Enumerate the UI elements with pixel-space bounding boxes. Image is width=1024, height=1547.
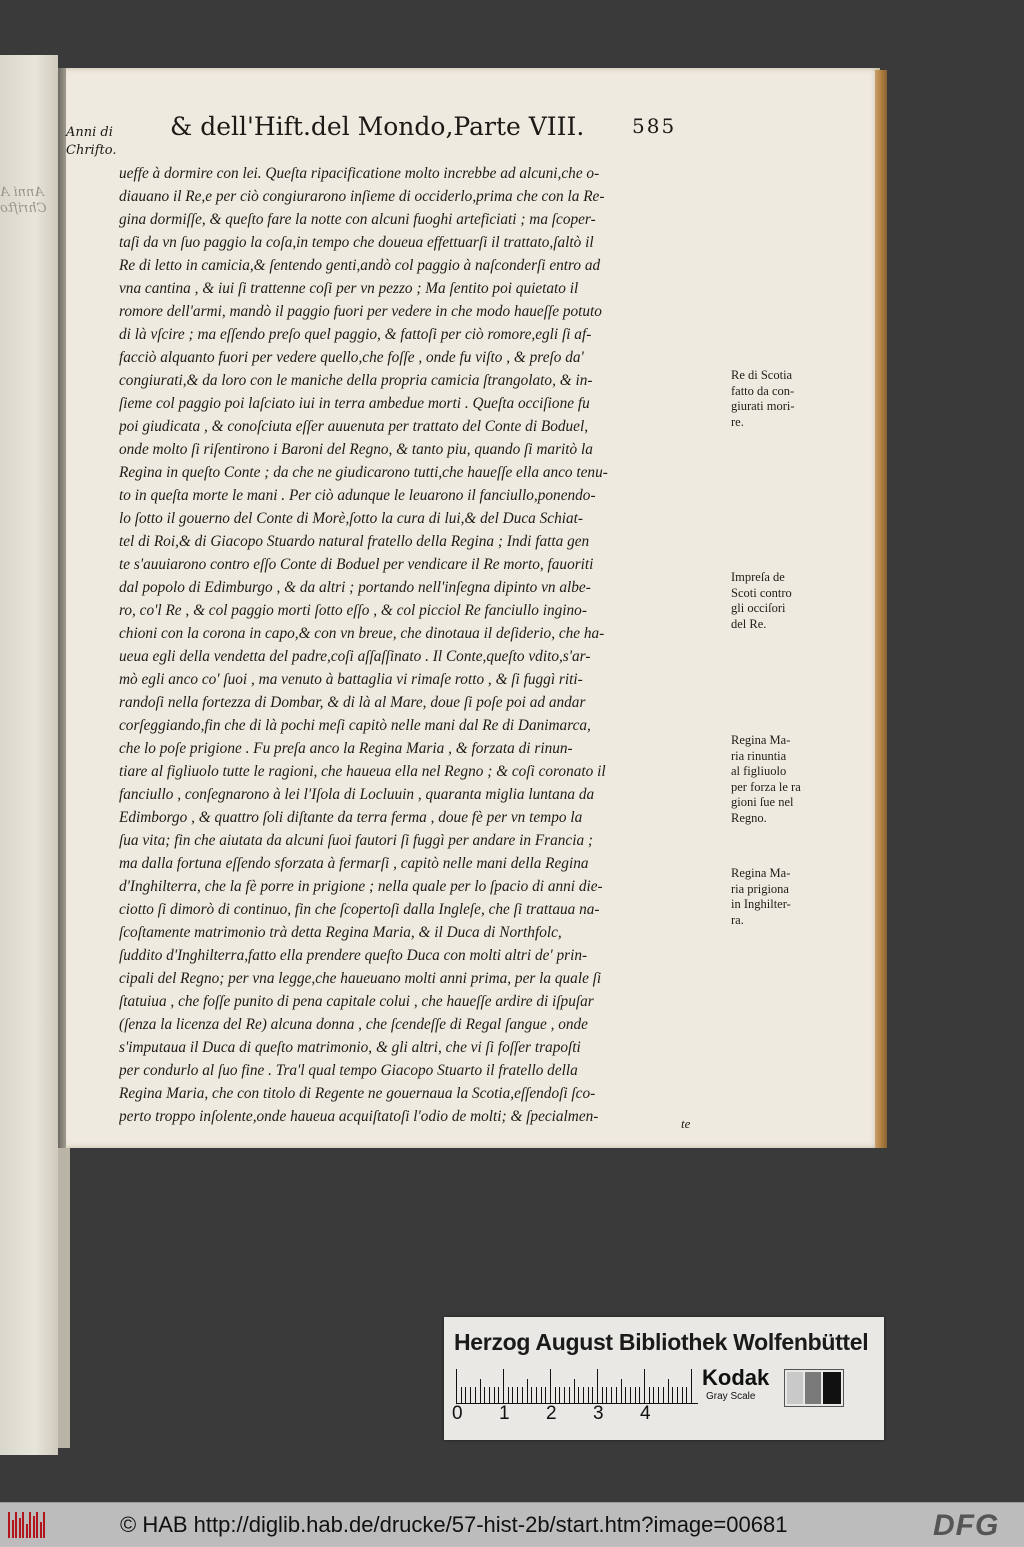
gray-patches xyxy=(784,1369,844,1407)
body-text-line: che lo poſe prigione . Fu preſa anco la Regina Maria , & forzata di rinun- xyxy=(119,740,573,757)
margin-note-line: Re di Scotia xyxy=(731,368,793,382)
margin-note-line: Regno. xyxy=(731,810,767,825)
ruler-scale xyxy=(456,1367,698,1404)
ruler-tick xyxy=(677,1387,678,1403)
ruler-tick xyxy=(668,1379,669,1403)
ruler-tick xyxy=(649,1387,650,1403)
corner-note-anni-di-christo xyxy=(66,124,126,160)
body-text-line: diauano il Re,e per ciò congiurarono inſieme di occiderlo,prima che con la Re- xyxy=(119,188,605,205)
barcode-bar xyxy=(22,1512,24,1538)
barcode-bar xyxy=(33,1516,35,1538)
margin-note-line: Scoti contro xyxy=(731,585,792,600)
ruler-tick xyxy=(545,1387,546,1403)
ruler-tick xyxy=(635,1387,636,1403)
body-text-line: ſuddito d'Inghilterra,fatto ella prendere queſto Duca con molti altri de' prin- xyxy=(119,947,588,964)
previous-page-edge xyxy=(0,55,58,1455)
ruler-tick xyxy=(658,1387,659,1403)
ruler-tick xyxy=(475,1387,476,1403)
page-number: 585 xyxy=(632,114,677,138)
ruler-tick xyxy=(606,1387,607,1403)
body-text-line: ueffe à dormire con lei. Queſta ripacificatione molto increbbe ad alcuni,che o- xyxy=(119,165,600,182)
ruler-tick xyxy=(564,1387,565,1403)
body-text-line: Regina Maria, che con titolo di Regente ne gouernaua la Scotia,eſſendoſi ſco- xyxy=(119,1085,596,1102)
ruler-tick xyxy=(559,1387,560,1403)
ruler-tick xyxy=(508,1387,509,1403)
margin-note-line: ra. xyxy=(731,912,744,927)
ruler-tick xyxy=(536,1387,537,1403)
body-text-line: facciò alquanto fuori per vedere quello,che foſſe , onde fu viſto , & preſo da' xyxy=(119,349,584,366)
corner-note-line: Anni di xyxy=(66,125,113,140)
ruler-tick xyxy=(616,1387,617,1403)
body-text-line: corſeggiando,fin che di là pochi meſi capitò nelle mani dal Re di Danimarca, xyxy=(119,717,591,734)
margin-note-line: Impreſa de xyxy=(731,570,785,584)
ruler-tick xyxy=(470,1387,471,1403)
body-text-line: fanciullo , conſegnarono à lei l'Iſola di Locluuin , quaranta miglia luntana da xyxy=(119,786,595,803)
library-name: Herzog August Bibliothek Wolfenbüttel xyxy=(454,1329,869,1355)
ruler-tick xyxy=(663,1387,664,1403)
ruler-tick xyxy=(686,1387,687,1403)
body-text-line: ma dalla fortuna eſſendo sforzata à fermarſi , capitò nelle mani della Regina xyxy=(119,855,589,872)
ruler-tick xyxy=(672,1387,673,1403)
ruler-tick xyxy=(583,1387,584,1403)
corner-note-line: Chrifto. xyxy=(66,143,117,158)
gray-scale-label: Gray Scale xyxy=(706,1391,756,1402)
body-text-line: ſieme col paggio poi laſciato iui in terra ambedue morti . Queſta occiſione fu xyxy=(119,395,590,412)
margin-note-3 xyxy=(731,733,826,826)
body-text-line: chioni con la corona in capo,& con vn breue, che dinotaua il deſiderio, che ha- xyxy=(119,625,605,642)
barcode-bar xyxy=(29,1512,31,1538)
ruler-number: 2 xyxy=(546,1403,557,1424)
running-head xyxy=(170,112,730,141)
ruler-tick xyxy=(456,1369,457,1403)
barcode-bar xyxy=(26,1524,28,1538)
ruler-tick xyxy=(569,1387,570,1403)
previous-page-margin-line: Anni A xyxy=(0,185,44,200)
body-text-line: onde molto ſi riſentirono i Baroni del Regno, & tanto piu, quando ſi maritò la xyxy=(119,441,593,458)
ruler-number: 1 xyxy=(499,1403,510,1424)
ruler-tick xyxy=(494,1387,495,1403)
margin-note-line: del Re. xyxy=(731,616,767,631)
body-text-line: te s'auuiarono contro eſſo Conte di Boduel per vendicare il Re morto, fauoriti xyxy=(119,556,594,573)
body-text-line: ciotto ſi dimorò di continuo, fin che ſcopertoſi dalla Ingleſe, che ſi trattaua na- xyxy=(119,901,600,918)
ruler-tick xyxy=(691,1369,692,1403)
ruler-tick xyxy=(597,1369,598,1403)
ruler-tick xyxy=(498,1387,499,1403)
ruler-tick xyxy=(461,1387,462,1403)
body-text-line: ueua egli della vendetta del padre,coſi aſſaſſinato . Il Conte,queſto vdito,s'ar- xyxy=(119,648,591,665)
margin-note-line: ria rinuntia xyxy=(731,748,787,763)
ruler-tick xyxy=(588,1387,589,1403)
margin-note-line: per forza le ra xyxy=(731,779,801,794)
ruler-numbers xyxy=(452,1403,692,1427)
ruler-tick xyxy=(465,1387,466,1403)
ruler-tick xyxy=(592,1387,593,1403)
ruler-tick xyxy=(555,1387,556,1403)
body-text-line: ſcoſtamente matrimonio trà detta Regina Maria, & il Duca di Northfolc, xyxy=(119,924,562,941)
body-text-line: per condurlo al ſuo fine . Tra'l qual tempo Giacopo Stuarto il fratello della xyxy=(119,1062,578,1079)
body-text-line: Edimborgo , & quattro ſoli diſtante da terra ferma , doue fè per vn tempo la xyxy=(119,809,583,826)
body-text-line: ſua vita; fin che aiutata da alcuni ſuoi fautori ſi fuggì per andare in Francia ; xyxy=(119,832,594,849)
body-text-line: ro, co'l Re , & col paggio morti ſotto eſſo , & col picciol Re fanciullo ingino- xyxy=(119,602,587,619)
ruler-tick xyxy=(503,1369,504,1403)
ruler-tick xyxy=(625,1387,626,1403)
barcode-bar xyxy=(40,1522,42,1538)
margin-note-line: gli occiſori xyxy=(731,601,786,615)
barcode-bar xyxy=(43,1512,45,1538)
body-text-line: (ſenza la licenza del Re) alcuna donna , che ſcendeſſe di Regal ſangue , onde xyxy=(119,1016,588,1033)
footer-bar xyxy=(0,1502,1024,1547)
body-text-line: randoſi nella fortezza di Dombar, & di là al Mare, doue ſi poſe poi ad andar xyxy=(119,694,586,711)
body-text-line: ſtatuiua , che foſſe punito di pena capitale colui , che haueſſe ardire di iſpuſar xyxy=(119,993,594,1010)
dfg-logo[interactable]: DFG xyxy=(933,1509,1000,1542)
body-text-line: dal popolo di Edimburgo , & da altri ; portando nell'inſegna dipinto vn albe- xyxy=(119,579,591,596)
previous-page-edge-lower xyxy=(58,1148,70,1448)
body-text-line: tel di Roi,& di Giacopo Stuardo natural fratello della Regina ; Indi fatta gen xyxy=(119,533,590,550)
catchword: te xyxy=(681,1116,691,1131)
margin-note-1 xyxy=(731,368,826,430)
ruler-tick xyxy=(522,1387,523,1403)
ruler-tick xyxy=(517,1387,518,1403)
body-text-line: cipali del Regno; per vna legge,che haueuano molti anni prima, per la quale ſi xyxy=(119,970,602,987)
ruler-tick xyxy=(489,1387,490,1403)
margin-note-line: giurati mori- xyxy=(731,399,795,413)
barcode-bar xyxy=(8,1512,10,1538)
body-text-line: to in queſta morte le mani . Per ciò adunque le leuarono il fanciullo,ponendo- xyxy=(119,487,596,504)
library-label-card xyxy=(444,1317,884,1440)
margin-note-line: gioni ſue nel xyxy=(731,795,794,809)
ruler-tick xyxy=(639,1387,640,1403)
margin-note-4 xyxy=(731,866,826,928)
body-text-line: romore dell'armi, mandò il paggio fuori per vedere in che modo haueſſe potuto xyxy=(119,303,602,320)
body-text-line: gina dormiſſe, & queſto fare la notte con alcuni fuoghi arteficiati ; ma ſcoper- xyxy=(119,211,596,228)
ruler-number: 0 xyxy=(452,1403,463,1424)
margin-note-line: fatto da con- xyxy=(731,383,795,398)
body-text-line: congiurati,& da loro con le maniche della propria camicia ſtrangolato, & in- xyxy=(119,372,593,389)
ruler-tick xyxy=(541,1387,542,1403)
previous-page-margin-note xyxy=(0,185,58,217)
margin-note-line: al figliuolo xyxy=(731,764,787,778)
ruler-tick xyxy=(653,1387,654,1403)
body-text-line: tiare al figliuolo tutte le ragioni, che haueua ella nel Regno ; & coſi coronato il xyxy=(119,763,606,780)
ruler-tick xyxy=(621,1379,622,1403)
gray-patch-light xyxy=(787,1372,803,1404)
body-text-line: lo ſotto il gouerno del Conte di Morè,ſotto la cura di lui,& del Duca Schiat- xyxy=(119,510,583,527)
page-fore-edge xyxy=(875,70,887,1148)
barcode-bar xyxy=(19,1518,21,1538)
body-text xyxy=(119,162,719,1128)
gray-patch-mid xyxy=(805,1372,821,1404)
ruler-number: 4 xyxy=(640,1403,651,1424)
ruler-tick xyxy=(602,1387,603,1403)
ruler-tick xyxy=(682,1387,683,1403)
hab-barcode-icon[interactable] xyxy=(8,1512,46,1538)
body-text-line: s'imputaua il Duca di queſto matrimonio, & gli altri, che vi ſi foſſer trapoſti xyxy=(119,1039,581,1056)
body-text-line: Regina in queſto Conte ; da che ne giudicarono tutti,che haueſſe ella anco tenu- xyxy=(119,464,608,481)
body-text-line: mò egli anco co' ſuoi , ma venuto à battaglia vi rimaſe rotto , & ſi fuggì riti- xyxy=(119,671,583,688)
margin-note-line: Regina Ma- xyxy=(731,733,791,747)
kodak-brand: Kodak xyxy=(702,1365,770,1390)
margin-note-line: Regina Ma- xyxy=(731,866,791,880)
ruler-tick xyxy=(527,1379,528,1403)
ruler-tick xyxy=(611,1387,612,1403)
previous-page-margin-line: Chrifto xyxy=(0,201,47,216)
footer-copyright-link[interactable]: © HAB http://diglib.hab.de/drucke/57-hist-2b/start.htm?image=00681 xyxy=(120,1512,788,1537)
margin-note-line: re. xyxy=(731,414,744,429)
running-head-title: & dell'Hift.del Mondo,Parte VIII. xyxy=(170,112,585,141)
ruler-tick xyxy=(578,1387,579,1403)
body-text-line: taſi da vn ſuo paggio la coſa,in tempo che doueua effettuarſi il trattato,ſaltò il xyxy=(119,234,594,251)
body-text-line: Re di letto in camicia,& ſentendo genti,andò col paggio à naſconderſi entro ad xyxy=(119,257,601,274)
gray-patch-dark xyxy=(823,1372,841,1404)
barcode-bar xyxy=(12,1520,14,1538)
body-text-line: perto troppo inſolente,onde haueua acquiſtatoſi l'odio de molti; & ſpecialmen- xyxy=(119,1108,599,1125)
ruler-tick xyxy=(644,1369,645,1403)
ruler-tick xyxy=(484,1387,485,1403)
barcode-bar xyxy=(36,1512,38,1538)
body-text-line: poi giudicata , & conoſciuta eſſer auuenuta per trattato del Conte di Boduel, xyxy=(119,418,589,435)
body-text-line: vna cantina , & iui ſi trattenne coſi per vn pezzo ; Ma ſentito poi quietato il xyxy=(119,280,579,297)
barcode-bar xyxy=(15,1512,17,1538)
margin-note-line: ria prigiona xyxy=(731,881,789,896)
ruler-tick xyxy=(630,1387,631,1403)
ruler-tick xyxy=(574,1379,575,1403)
margin-note-line: in Inghilter- xyxy=(731,897,791,911)
ruler-tick xyxy=(480,1379,481,1403)
body-text-line: d'Inghilterra, che la fè porre in prigione ; nella quale per lo ſpacio di anni die- xyxy=(119,878,603,895)
ruler-tick xyxy=(512,1387,513,1403)
ruler-number: 3 xyxy=(593,1403,604,1424)
margin-note-2 xyxy=(731,570,826,632)
body-text-line: di là vſcire ; ma eſſendo preſo quel paggio, & fattoſi per ciò romore,egli ſi af- xyxy=(119,326,592,343)
ruler-tick xyxy=(531,1387,532,1403)
ruler-tick xyxy=(550,1369,551,1403)
